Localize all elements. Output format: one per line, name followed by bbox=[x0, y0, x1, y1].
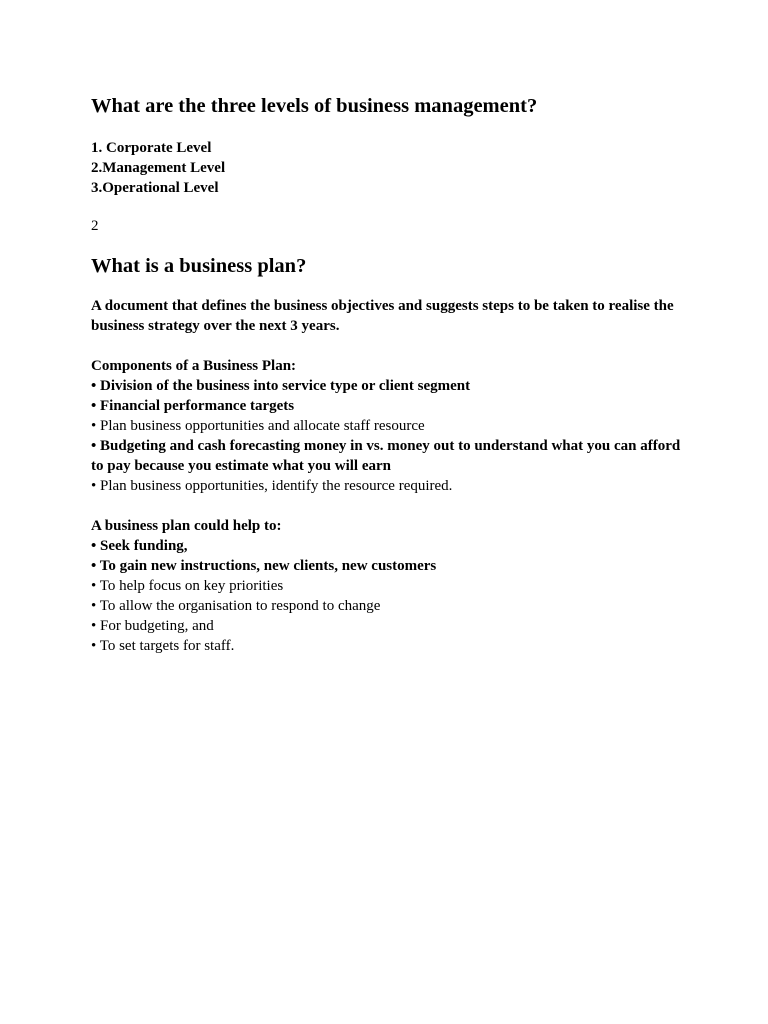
list-item: • Financial performance targets bbox=[91, 398, 295, 414]
level-item-operational: 3.Operational Level bbox=[91, 180, 219, 196]
helps-list bbox=[91, 536, 691, 656]
list-item: • For budgeting, and bbox=[91, 618, 214, 634]
question-heading-levels: What are the three levels of business management? bbox=[91, 95, 538, 117]
level-item-corporate: 1. Corporate Level bbox=[91, 140, 212, 156]
list-item: • To help focus on key priorities bbox=[91, 578, 284, 594]
question-heading-business-plan: What is a business plan? bbox=[91, 255, 307, 277]
components-heading: Components of a Business Plan: bbox=[91, 358, 297, 374]
document-page bbox=[91, 93, 691, 656]
list-item: • Seek funding, bbox=[91, 538, 188, 554]
list-item: • Division of the business into service type or client segment bbox=[91, 378, 471, 394]
helps-heading: A business plan could help to: bbox=[91, 518, 282, 534]
list-item: • Budgeting and cash forecasting money in vs. money out to understand what you can afford to pay because you estimate what you will earn bbox=[91, 438, 681, 474]
list-item: • To allow the organisation to respond to change bbox=[91, 598, 381, 614]
list-item: • Plan business opportunities and allocate staff resource bbox=[91, 418, 425, 434]
levels-list bbox=[91, 138, 691, 198]
business-plan-definition: A document that defines the business objectives and suggests steps to be taken to realise the business strategy over the next 3 years. bbox=[91, 298, 674, 334]
level-item-management: 2.Management Level bbox=[91, 160, 226, 176]
list-item: • To set targets for staff. bbox=[91, 638, 235, 654]
page-number: 2 bbox=[91, 218, 99, 234]
list-item: • Plan business opportunities, identify the resource required. bbox=[91, 478, 453, 494]
components-list bbox=[91, 376, 691, 496]
list-item: • To gain new instructions, new clients, new customers bbox=[91, 558, 437, 574]
